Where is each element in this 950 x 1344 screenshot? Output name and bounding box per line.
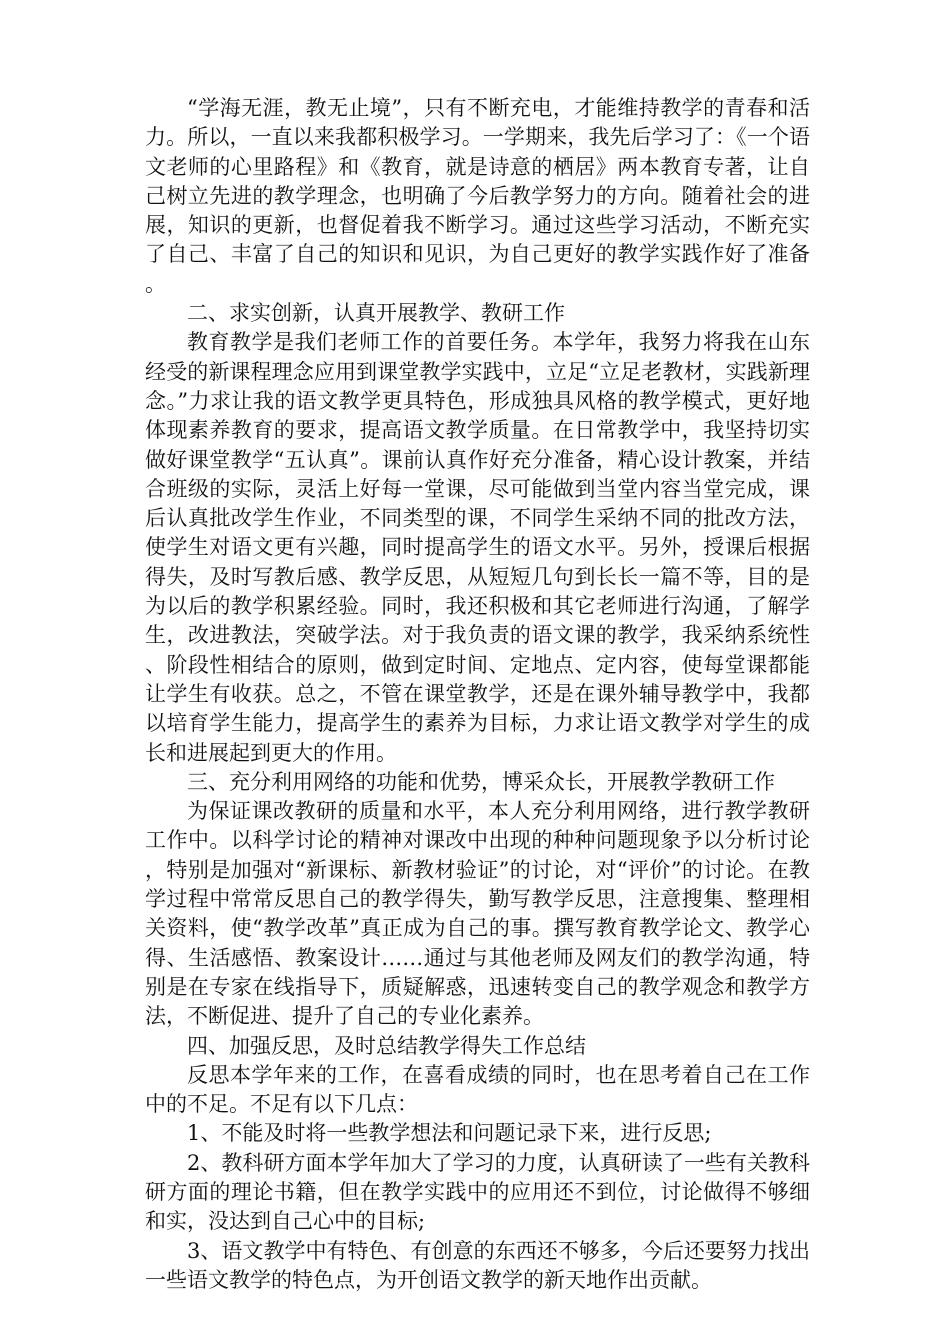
heading-section-three: 三、充分利用网络的功能和优势，博采众长，开展教学教研工作 xyxy=(187,769,775,794)
heading-section-four: 四、加强反思，及时总结教学得失工作总结 xyxy=(187,1033,586,1058)
document-page xyxy=(145,94,810,1295)
heading-section-two: 二、求实创新，认真开展教学、教研工作 xyxy=(187,301,565,326)
list-item-shortcoming-2: 2、教科研方面本学年加大了学习的力度，认真研读了一些有关教科研方面的理论书籍，但在教学实践中的应用还不到位，讨论做得不够细和实，没达到自己心中的目标; xyxy=(145,1150,810,1234)
paragraph-network: 为保证课改教研的质量和水平，本人充分利用网络，进行教学教研工作中。以科学讨论的精神对课改中出现的种种问题现象予以分析讨论，特别是加强对“新课标、新教材验证”的讨论，对“评价”的讨论。在教学过程中常常反思自己的教学得失，勤写教学反思，注意搜集、整理相关资料，使“教学改革”真正成为自己的事。撰写教育教学论文、教学心得、生活感悟、教案设计……通过与其他老师及网友们的教学沟通，特别是在专家在线指导下，质疑解惑，迅速转变自己的教学观念和教学方法，不断促进、提升了自己的专业化素养。 xyxy=(145,799,810,1029)
list-item-shortcoming-1: 1、不能及时将一些教学想法和问题记录下来，进行反思; xyxy=(187,1121,712,1146)
list-item-shortcoming-3: 3、语文教学中有特色、有创意的东西还不够多，今后还要努力找出一些语文教学的特色点，为开创语文教学的新天地作出贡献。 xyxy=(145,1238,810,1292)
paragraph-learning: “学海无涯，教无止境”，只有不断充电，才能维持教学的青春和活力。所以，一直以来我都积极学习。一学期来，我先后学习了：《一个语文老师的心里路程》和《教育，就是诗意的栖居》两本教育专著，让自己树立先进的教学理念，也明确了今后教学努力的方向。随着社会的进展，知识的更新，也督促着我不断学习。通过这些学习活动，不断充实了自己、丰富了自己的知识和见识，为自己更好的教学实践作好了准备。 xyxy=(145,96,810,296)
paragraph-reflection: 反思本学年来的工作，在喜看成绩的同时，也在思考着自己在工作中的不足。不足有以下几点： xyxy=(145,1062,810,1117)
paragraph-teaching: 教育教学是我们老师工作的首要任务。本学年，我努力将我在山东经受的新课程理念应用到课堂教学实践中，立足“立足老教材，实践新理念。”力求让我的语文教学更具特色，形成独具风格的教学模式，更好地体现素养教育的要求，提高语文教学质量。在日常教学中，我坚持切实做好课堂教学“五认真”。课前认真作好充分准备，精心设计教案，并结合班级的实际，灵活上好每一堂课，尽可能做到当堂内容当堂完成，课后认真批改学生作业，不同类型的课，不同学生采纳不同的批改方法，使学生对语文更有兴趣，同时提高学生的语文水平。另外，授课后根据得失，及时写教后感、教学反思，从短短几句到长长一篇不等，目的是为以后的教学积累经验。同时，我还积极和其它老师进行沟通，了解学生，改进教法，突破学法。对于我负责的语文课的教学，我采纳系统性、阶段性相结合的原则，做到定时间、定地点、定内容，使每堂课都能让学生有收获。总之，不管在课堂教学，还是在课外辅导教学中，我都以培育学生能力，提高学生的素养为目标，力求让语文教学对学生的成长和进展起到更大的作用。 xyxy=(145,330,810,765)
